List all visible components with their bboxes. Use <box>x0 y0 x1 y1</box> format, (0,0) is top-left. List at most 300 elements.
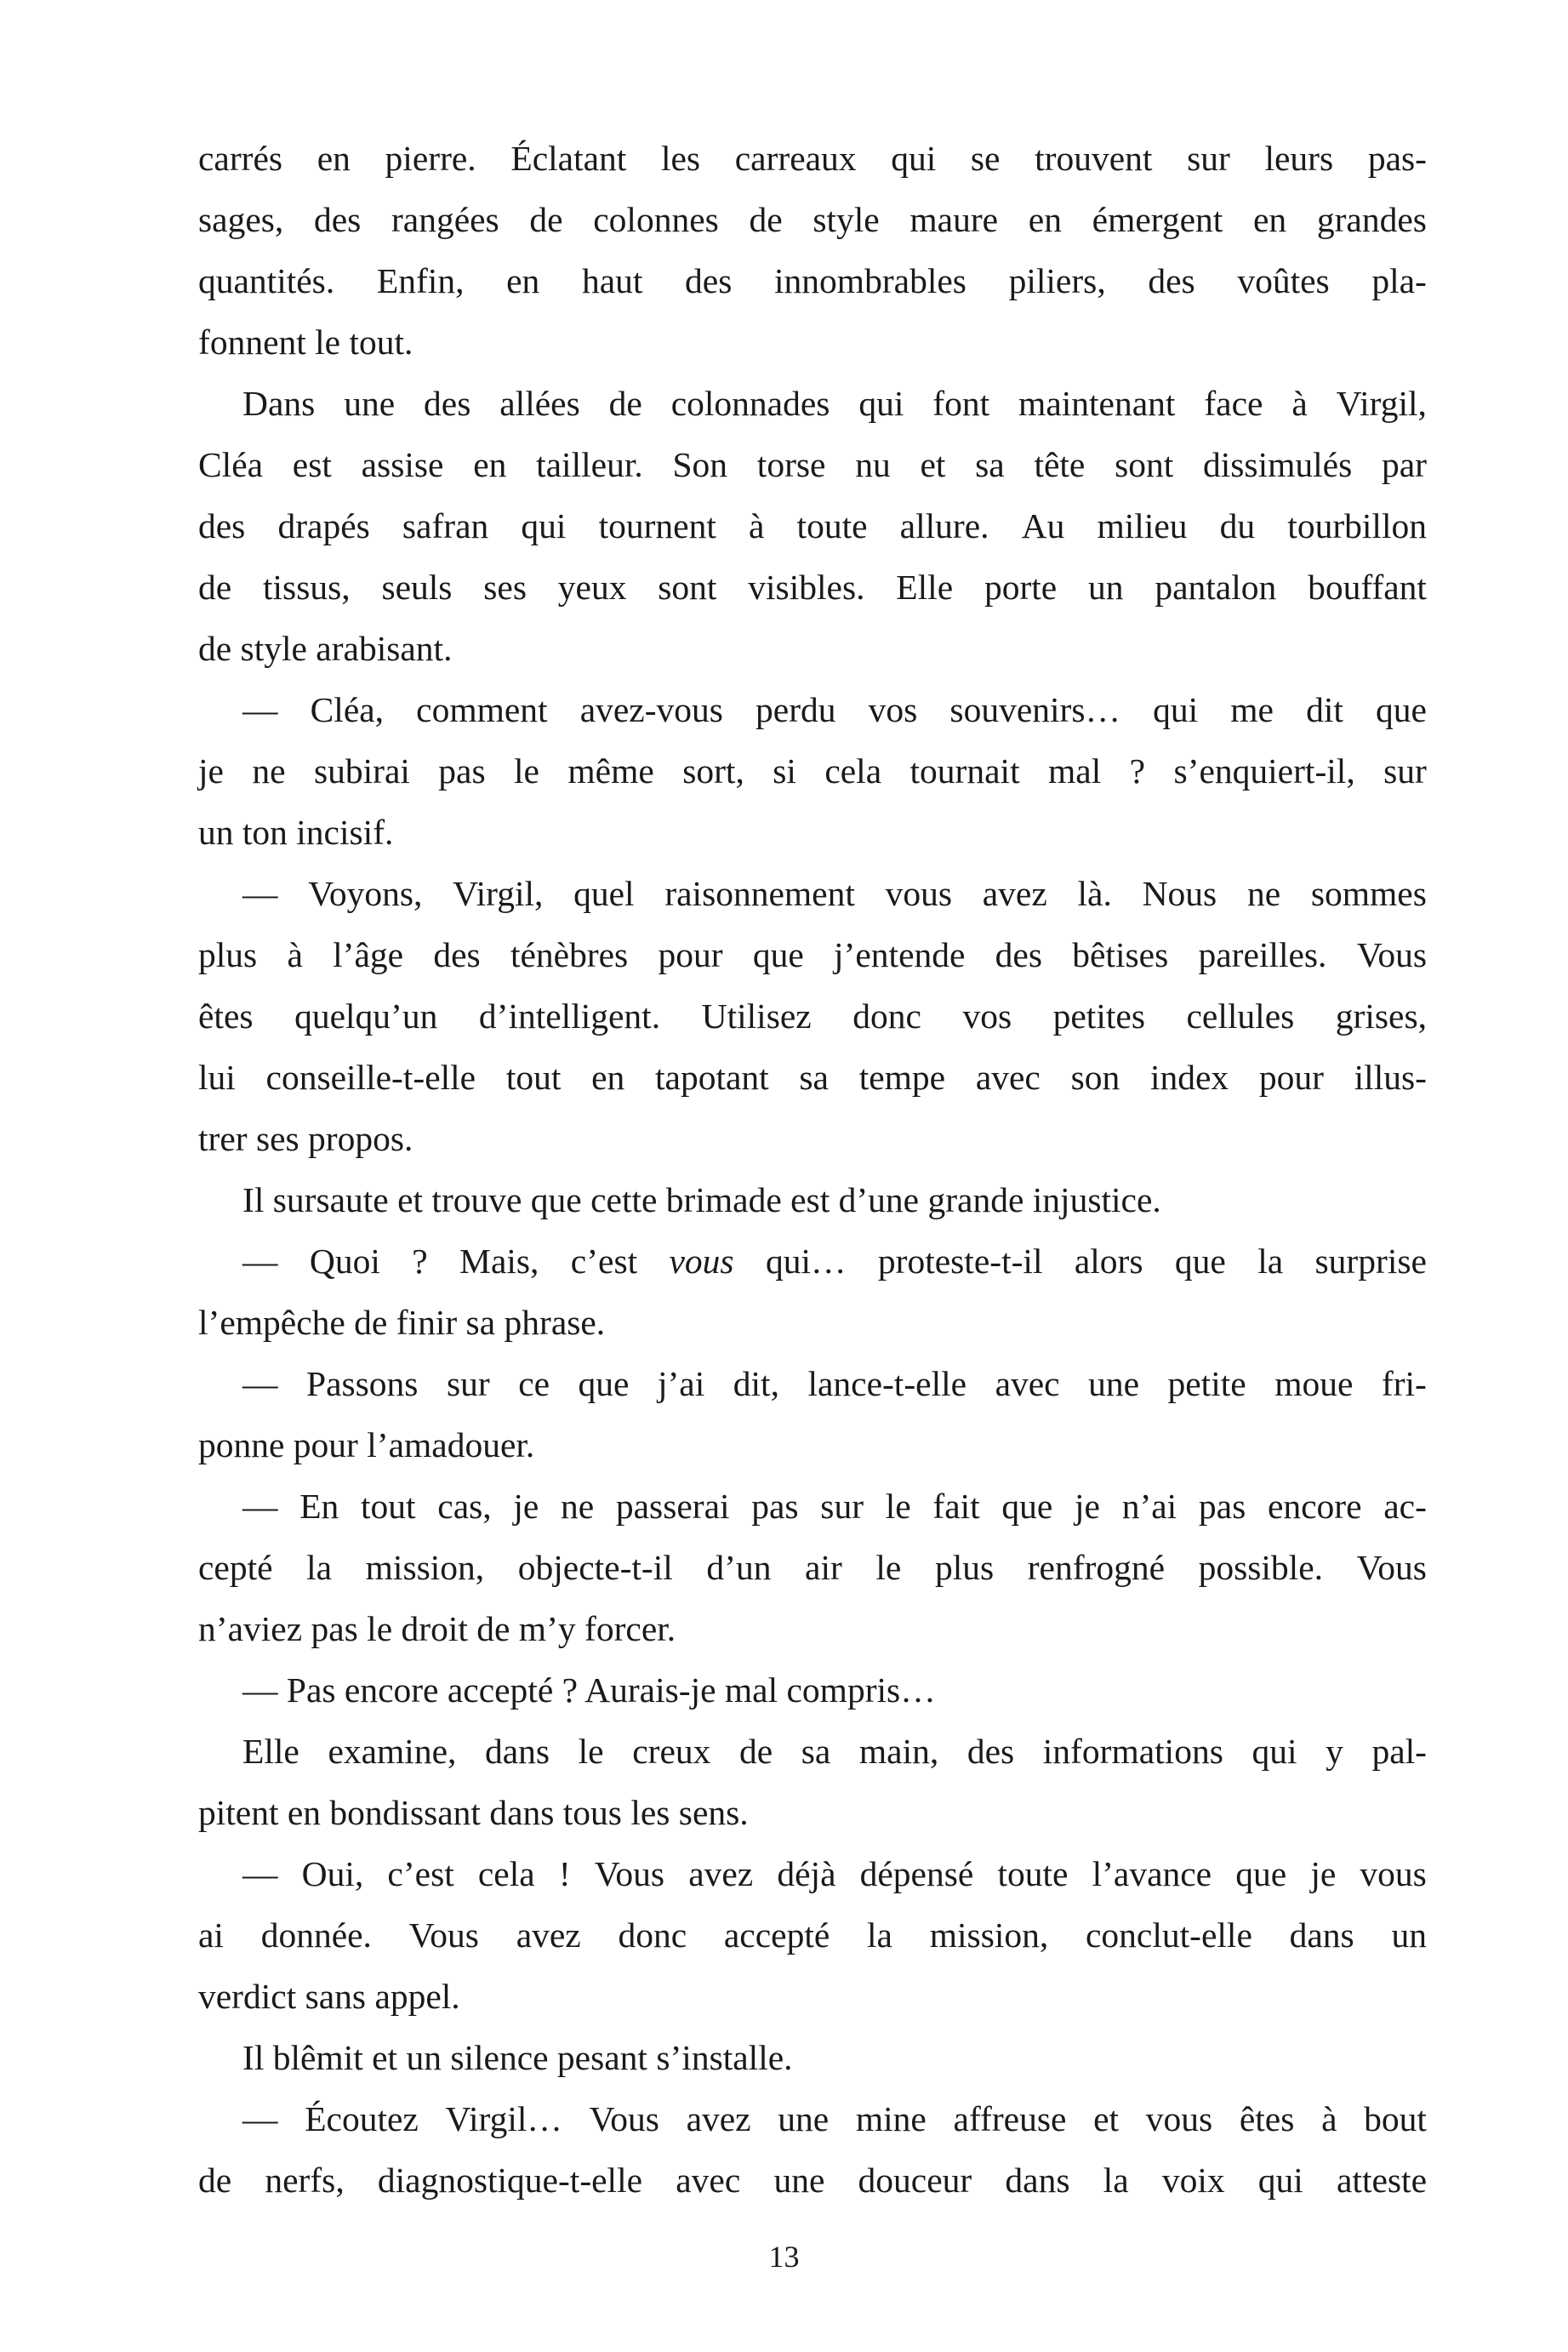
text-word: est <box>292 445 332 484</box>
text-word: pour <box>658 935 723 974</box>
text-word: me <box>1230 690 1274 729</box>
text-word: Nous <box>1142 874 1217 913</box>
text-word: vous <box>1360 1854 1427 1893</box>
text-word: conclut-elle <box>1086 1915 1252 1955</box>
text-word: — <box>242 874 278 913</box>
text-word: souvenirs… <box>949 690 1120 729</box>
text-word: cepté <box>198 1548 273 1587</box>
text-word: de <box>738 1732 773 1771</box>
text-line: pitent en bondissant dans tous les sens. <box>198 1793 749 1832</box>
text-word: avez <box>982 874 1047 913</box>
text-line <box>198 985 1427 1047</box>
text-word: je <box>1075 1487 1100 1526</box>
text-word: j’entende <box>834 935 966 974</box>
text-word: ténèbres <box>510 935 629 974</box>
text-word: des <box>685 261 733 300</box>
text-word: un <box>1391 1915 1427 1955</box>
text-word: dans <box>484 1732 550 1771</box>
text-word: se <box>970 139 1001 178</box>
text-word: renfrogné <box>1027 1548 1166 1587</box>
text-line: ponne pour l’amadouer. <box>198 1425 535 1464</box>
text-word: donnée. <box>260 1915 372 1955</box>
text-word: cela <box>477 1854 535 1893</box>
page-number: 13 <box>768 2240 800 2274</box>
text-word: Vous <box>1356 935 1427 974</box>
text-word: dit, <box>733 1364 779 1403</box>
text-word: ai <box>198 1915 224 1955</box>
text-word: leurs <box>1264 139 1334 178</box>
text-word: quel <box>573 874 635 913</box>
text-word: Écoutez <box>305 2099 419 2138</box>
text-word: que <box>752 935 804 974</box>
text-word: lance-t-elle <box>807 1364 967 1403</box>
text-line <box>198 250 1427 311</box>
text-word: des <box>995 935 1042 974</box>
text-line <box>198 1721 1427 1782</box>
text-line <box>198 1353 1427 1414</box>
text-word: cela <box>824 751 882 791</box>
text-word: yeux <box>557 568 627 607</box>
text-word: une <box>773 2161 825 2200</box>
text-word: d’un <box>706 1548 772 1587</box>
text-word: tournait <box>909 751 1020 791</box>
text-word: tête <box>1034 445 1086 484</box>
text-word: colonnades <box>670 384 830 423</box>
text-word: la <box>306 1548 333 1587</box>
text-word: la <box>867 1915 892 1955</box>
text-word: Utilisez <box>701 996 812 1036</box>
text-word: une <box>1088 1364 1139 1403</box>
text-word: en <box>1252 200 1287 239</box>
text-word: sa <box>975 445 1005 484</box>
text-word: ! <box>558 1854 571 1893</box>
text-word: par <box>1381 445 1427 484</box>
text-word: ? <box>412 1242 428 1281</box>
text-word: le <box>514 751 539 791</box>
text-word: avez <box>686 2099 751 2138</box>
text-word: pla- <box>1371 261 1427 300</box>
text-word: Virgil, <box>1336 384 1427 423</box>
text-word: mission, <box>929 1915 1049 1955</box>
text-line: — Pas encore accepté ? Aurais-je mal compris… <box>242 1670 936 1710</box>
text-word: colonnes <box>593 200 719 239</box>
text-word: tempe <box>858 1058 946 1097</box>
text-word: — <box>242 1487 278 1526</box>
text-word: sur <box>1383 751 1427 791</box>
text-word: bêtises <box>1072 935 1169 974</box>
text-word: du <box>1219 506 1256 545</box>
text-word: style <box>813 200 880 239</box>
text-word: que <box>1235 1854 1287 1893</box>
text-word: de <box>198 568 232 607</box>
text-word: dépensé <box>859 1854 974 1893</box>
text-word: torse <box>756 445 826 484</box>
text-word: carreaux <box>734 139 857 178</box>
text-word: alors <box>1074 1242 1143 1281</box>
text-word: tourbillon <box>1287 506 1427 545</box>
text-word: l’avance <box>1092 1854 1212 1893</box>
text-word: avec <box>676 2161 741 2200</box>
text-word: en <box>591 1058 625 1097</box>
text-word: que <box>578 1364 630 1403</box>
text-word: Virgil… <box>445 2099 562 2138</box>
text-word: ses <box>483 568 527 607</box>
text-word: fait <box>932 1487 980 1526</box>
text-word: tailleur. <box>536 445 643 484</box>
text-word: donc <box>618 1915 687 1955</box>
text-line <box>198 373 1427 434</box>
text-line <box>198 679 1427 740</box>
text-word: objecte-t-il <box>517 1548 673 1587</box>
text-word: grises, <box>1335 996 1427 1036</box>
text-word: vous <box>1145 2099 1213 2138</box>
text-word: Dans <box>242 384 316 423</box>
text-line: trer ses propos. <box>198 1119 413 1158</box>
text-word: Son <box>672 445 728 484</box>
text-word: pierre. <box>385 139 476 178</box>
text-word: safran <box>402 506 489 545</box>
text-line <box>198 2149 1427 2211</box>
text-word: proteste-t-il <box>877 1242 1043 1281</box>
text-word: sont <box>1115 445 1174 484</box>
text-word: ac- <box>1383 1487 1427 1526</box>
text-word: sages, <box>198 200 284 239</box>
text-word: des <box>433 935 481 974</box>
text-word: cellules <box>1186 996 1295 1036</box>
text-line <box>198 495 1427 557</box>
text-word: qui <box>891 139 937 178</box>
text-line: fonnent le tout. <box>198 323 413 362</box>
text-word: j’ai <box>657 1364 705 1403</box>
text-word: qui <box>1252 1732 1297 1771</box>
text-word: des <box>1148 261 1195 300</box>
text-word: ? <box>1129 751 1146 791</box>
text-word: Enfin, <box>376 261 465 300</box>
text-word: En <box>299 1487 339 1526</box>
text-line <box>198 863 1427 924</box>
text-line <box>198 189 1427 250</box>
text-word: à <box>749 506 765 545</box>
text-word: carrés <box>198 139 283 178</box>
text-word: lui <box>198 1058 236 1097</box>
text-line: verdict sans appel. <box>198 1977 460 2016</box>
text-word: haut <box>581 261 643 300</box>
text-word: Vous <box>594 1854 665 1893</box>
text-word: sommes <box>1310 874 1427 913</box>
text-word: Vous <box>589 2099 659 2138</box>
text-word: maintenant <box>1018 384 1176 423</box>
text-word: Passons <box>306 1364 419 1403</box>
text-word: Voyons, <box>308 874 423 913</box>
text-word: douceur <box>858 2161 972 2200</box>
text-word: ne <box>561 1487 595 1526</box>
text-word: trouvent <box>1035 139 1153 178</box>
text-word: Cléa <box>198 445 264 484</box>
text-word: index <box>1149 1058 1229 1097</box>
text-line: un ton incisif. <box>198 813 394 852</box>
text-word: n’ai <box>1121 1487 1177 1526</box>
text-word: c’est <box>570 1242 638 1281</box>
text-line: l’empêche de finir sa phrase. <box>198 1303 606 1342</box>
text-word: d’intelligent. <box>478 996 661 1036</box>
text-word: tournent <box>598 506 716 545</box>
text-word: de <box>749 200 783 239</box>
text-word: dans <box>1289 1915 1354 1955</box>
text-word: sur <box>820 1487 864 1526</box>
text-word: émergent <box>1092 200 1223 239</box>
text-word: grandes <box>1316 200 1427 239</box>
text-word: pal- <box>1371 1732 1427 1771</box>
text-word: Mais, <box>459 1242 539 1281</box>
text-word: Éclatant <box>510 139 627 178</box>
text-word: les <box>660 139 701 178</box>
text-word: pas- <box>1367 139 1427 178</box>
text-word: bouffant <box>1308 568 1427 607</box>
text-word: qui <box>521 506 567 545</box>
text-word: vous <box>885 874 953 913</box>
text-word: rangées <box>391 200 499 239</box>
text-word: bout <box>1364 2099 1427 2138</box>
text-word: que <box>1174 1242 1226 1281</box>
text-word: avec <box>995 1364 1060 1403</box>
text-word: qui <box>1257 2161 1303 2200</box>
text-word: Oui, <box>301 1854 364 1893</box>
text-word: des <box>966 1732 1015 1771</box>
text-word: de <box>529 200 563 239</box>
text-word: maure <box>909 200 999 239</box>
text-line <box>198 2088 1427 2149</box>
text-line: de style arabisant. <box>198 629 453 668</box>
emphasis-text: vous <box>669 1242 734 1281</box>
text-word: son <box>1070 1058 1120 1097</box>
text-line: Il sursaute et trouve que cette brimade est d’une grande injustice. <box>242 1180 1161 1219</box>
text-word: y <box>1326 1732 1343 1771</box>
text-word: s’enquiert-il, <box>1173 751 1355 791</box>
text-word: Vous <box>408 1915 479 1955</box>
text-word: possible. <box>1198 1548 1323 1587</box>
text-word: — <box>242 2099 278 2138</box>
text-word: si <box>773 751 796 791</box>
text-word: surprise <box>1314 1242 1427 1281</box>
text-word: même <box>567 751 654 791</box>
text-word: dit <box>1306 690 1343 729</box>
text-word: à <box>1321 2099 1337 2138</box>
text-word: porte <box>984 568 1058 607</box>
text-line <box>198 1476 1427 1537</box>
text-word: Virgil, <box>453 874 544 913</box>
text-word <box>670 1230 734 1292</box>
text-word: ne <box>1246 874 1281 913</box>
text-word: dans <box>1005 2161 1070 2200</box>
text-word: vos <box>868 690 918 729</box>
text-word: déjà <box>777 1854 836 1893</box>
text-word: qui… <box>765 1242 847 1281</box>
text-word: et <box>920 445 946 484</box>
text-word: seuls <box>381 568 453 607</box>
text-line <box>198 128 1427 189</box>
text-word: Elle <box>896 568 954 607</box>
text-word: avec <box>975 1058 1041 1097</box>
text-word: Au <box>1021 506 1065 545</box>
text-word: ne <box>252 751 286 791</box>
text-word: atteste <box>1337 2161 1427 2200</box>
text-word: que <box>1375 690 1427 729</box>
text-word: allure. <box>899 506 989 545</box>
text-word: quantités. <box>198 261 335 300</box>
text-word: le <box>885 1487 911 1526</box>
text-word: allées <box>499 384 580 423</box>
text-word: fri- <box>1381 1364 1427 1403</box>
text-word: la <box>1257 1242 1284 1281</box>
text-word: donc <box>852 996 921 1036</box>
text-word: mission, <box>365 1548 485 1587</box>
text-word: illus- <box>1354 1058 1427 1097</box>
text-word: informations <box>1042 1732 1223 1771</box>
text-word: je <box>198 751 224 791</box>
text-word: dissimulés <box>1203 445 1353 484</box>
text-word: sa <box>801 1732 831 1771</box>
text-word: là. <box>1077 874 1112 913</box>
text-word: Quoi <box>309 1242 380 1281</box>
text-line <box>198 434 1427 495</box>
text-word: que <box>1001 1487 1053 1526</box>
text-word: conseille-t-elle <box>265 1058 476 1097</box>
text-word: encore <box>1267 1487 1362 1526</box>
text-word: de <box>198 2161 232 2200</box>
text-line <box>198 557 1427 618</box>
text-word: examine, <box>328 1732 457 1771</box>
page-text-block <box>198 128 1427 2211</box>
text-word: mine <box>855 2099 927 2138</box>
text-line: n’aviez pas le droit de m’y forcer. <box>198 1609 676 1648</box>
text-word: pas <box>438 751 486 791</box>
text-word: Elle <box>242 1732 299 1771</box>
text-word: qui <box>1153 690 1199 729</box>
text-word: moue <box>1274 1364 1354 1403</box>
text-word: petite <box>1167 1364 1246 1403</box>
text-word: en <box>506 261 540 300</box>
text-word: pour <box>1258 1058 1324 1097</box>
text-line <box>198 1904 1427 1966</box>
text-word: l’âge <box>333 935 404 974</box>
text-line <box>198 740 1427 802</box>
text-word: cas, <box>437 1487 492 1526</box>
text-word: je <box>1310 1854 1337 1893</box>
text-word: sur <box>1187 139 1230 178</box>
text-word: à <box>287 935 303 974</box>
text-word: le <box>578 1732 604 1771</box>
text-word: je <box>513 1487 539 1526</box>
text-word: passerai <box>615 1487 730 1526</box>
text-word: des <box>424 384 471 423</box>
text-word: Cléa, <box>310 690 385 729</box>
text-word: à <box>1291 384 1308 423</box>
text-word: une <box>344 384 396 423</box>
text-word: qui <box>858 384 904 423</box>
text-word: comment <box>416 690 548 729</box>
text-word: voûtes <box>1237 261 1330 300</box>
text-word: assise <box>361 445 444 484</box>
text-word: en <box>1028 200 1062 239</box>
text-word: pantalon <box>1155 568 1277 607</box>
text-word: piliers, <box>1008 261 1106 300</box>
text-line <box>198 1047 1427 1108</box>
text-word: sa <box>799 1058 829 1097</box>
text-word: nu <box>855 445 891 484</box>
text-word: vos <box>962 996 1012 1036</box>
text-word: et <box>1093 2099 1120 2138</box>
text-word: quelqu’un <box>294 996 438 1036</box>
text-word: sort, <box>682 751 744 791</box>
text-word: toute <box>796 506 868 545</box>
text-word: sont <box>658 568 717 607</box>
text-word: le <box>875 1548 902 1587</box>
text-line: Il blêmit et un silence pesant s’installe. <box>242 2038 793 2077</box>
text-word: pareilles. <box>1198 935 1327 974</box>
text-word: face <box>1204 384 1263 423</box>
text-word: creux <box>632 1732 711 1771</box>
text-word: nerfs, <box>265 2161 345 2200</box>
text-word: êtes <box>1239 2099 1295 2138</box>
text-word: perdu <box>755 690 836 729</box>
text-word: tout <box>361 1487 416 1526</box>
text-word: de <box>608 384 642 423</box>
text-word: êtes <box>198 996 254 1036</box>
text-word: main, <box>858 1732 939 1771</box>
text-word: milieu <box>1097 506 1188 545</box>
text-word: — <box>242 690 278 729</box>
text-line <box>198 1230 1427 1292</box>
text-word: pas <box>1198 1487 1246 1526</box>
text-word: — <box>242 1854 278 1893</box>
text-word: voix <box>1161 2161 1225 2200</box>
text-word: en <box>473 445 507 484</box>
text-line <box>198 1843 1427 1904</box>
text-word: une <box>778 2099 830 2138</box>
text-word: un <box>1088 568 1124 607</box>
text-word: avez <box>516 1915 581 1955</box>
text-word: subirai <box>313 751 410 791</box>
text-word: ce <box>518 1364 550 1403</box>
text-word: Vous <box>1356 1548 1427 1587</box>
text-word: petites <box>1052 996 1145 1036</box>
text-word: — <box>242 1242 278 1281</box>
text-word: affreuse <box>953 2099 1067 2138</box>
text-word: tapotant <box>655 1058 769 1097</box>
text-line <box>198 924 1427 985</box>
text-word: en <box>316 139 351 178</box>
text-word: accepté <box>723 1915 830 1955</box>
text-word: avez <box>688 1854 754 1893</box>
text-word: drapés <box>277 506 370 545</box>
text-word: pas <box>751 1487 799 1526</box>
text-word: la <box>1103 2161 1129 2200</box>
text-word: plus <box>934 1548 995 1587</box>
text-word: tissus, <box>262 568 351 607</box>
text-word: air <box>805 1548 842 1587</box>
text-word: sur <box>446 1364 490 1403</box>
text-word: font <box>932 384 990 423</box>
text-word: diagnostique-t-elle <box>377 2161 643 2200</box>
text-word: toute <box>997 1854 1069 1893</box>
text-word: visibles. <box>748 568 865 607</box>
text-word: c’est <box>387 1854 454 1893</box>
text-word: innombrables <box>774 261 966 300</box>
text-word: raisonnement <box>664 874 855 913</box>
text-word: des <box>313 200 362 239</box>
text-word: tout <box>505 1058 562 1097</box>
text-word: avez-vous <box>579 690 723 729</box>
